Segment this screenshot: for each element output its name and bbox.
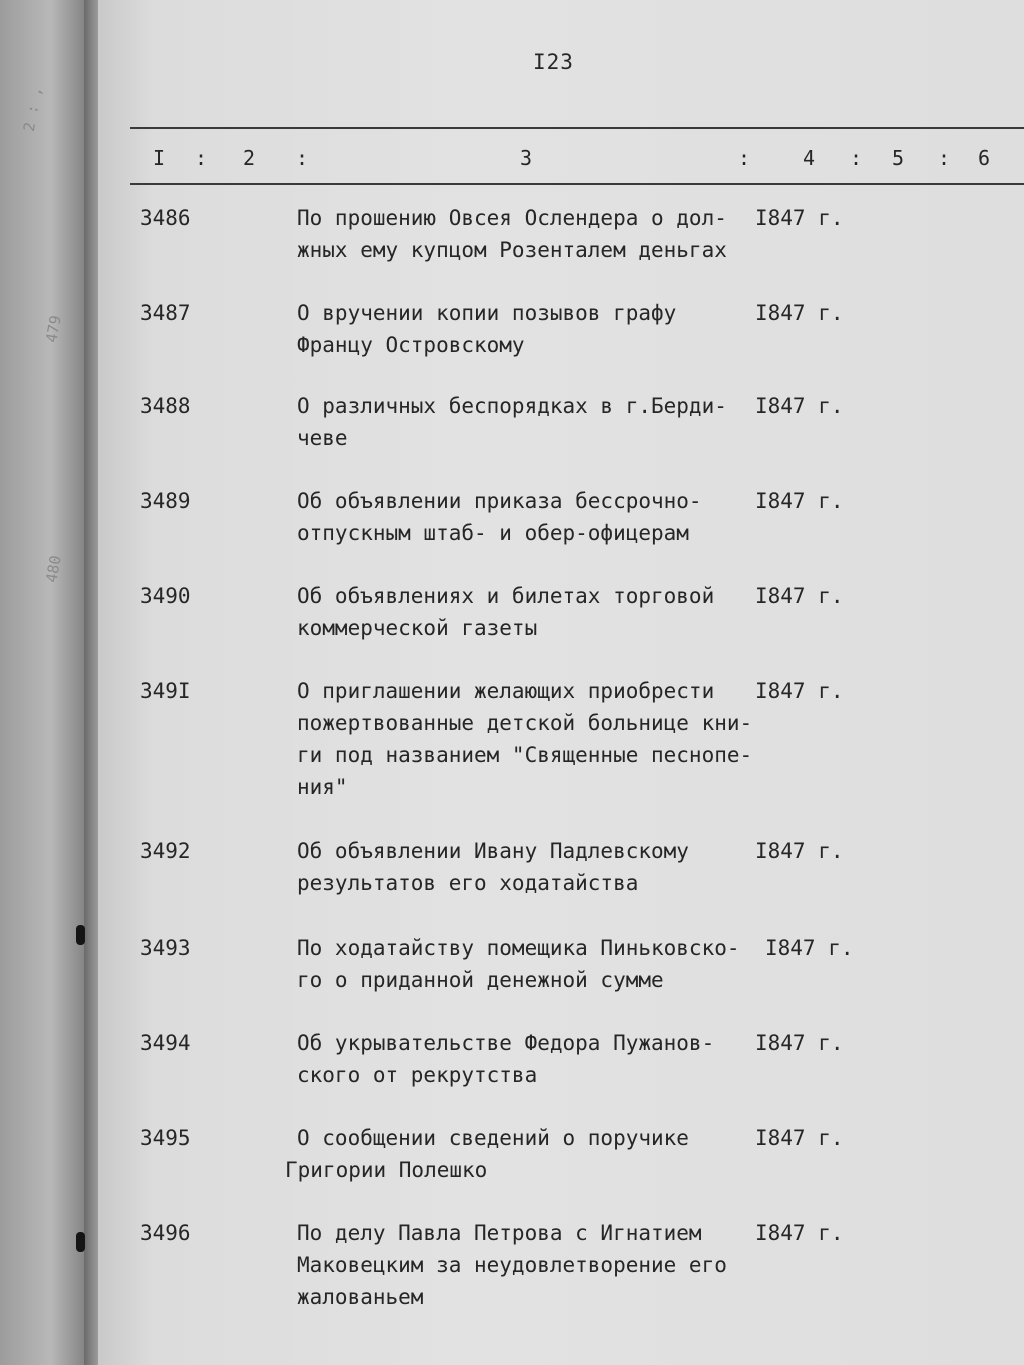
entry-number: 3489 [140, 489, 191, 513]
description-line: По делу Павла Петрова с Игнатием [297, 1221, 702, 1245]
header-rule-top [130, 127, 1024, 129]
entry-description [297, 485, 767, 549]
description-line: Об объявлениях и билетах торговой [297, 584, 715, 608]
description-line: жных ему купцом Розенталем деньгах [297, 238, 727, 262]
description-line: Об укрывательстве Федора Пужанов- [297, 1031, 715, 1055]
entry-year: I847 г. [755, 1031, 844, 1055]
description-line: Маковецким за неудовлетворение его [297, 1253, 727, 1277]
description-line: О вручении копии позывов графу [297, 301, 677, 325]
description-line: О сообщении сведений о поручике [297, 1126, 689, 1150]
entry-year: I847 г. [755, 1221, 844, 1245]
description-line: Францу Островскому [297, 333, 525, 357]
entry-year: I847 г. [755, 679, 844, 703]
description-line: Об объявлении Ивану Падлевскому [297, 839, 689, 863]
entry-number: 349I [140, 679, 191, 703]
col5-header: 5 [892, 146, 905, 170]
description-line: коммерческой газеты [297, 616, 538, 640]
bleed-mark: 2 : , [19, 85, 46, 133]
entry-year: I847 г. [755, 584, 844, 608]
column-separator: : [195, 146, 208, 170]
col1-header: I [153, 146, 166, 170]
entry-description [297, 835, 767, 899]
column-separator: : [738, 146, 751, 170]
description-line: результатов его ходатайства [297, 871, 639, 895]
description-line: ского от рекрутства [297, 1063, 538, 1087]
binding-hole [76, 925, 85, 945]
bleed-mark: 479 [42, 314, 65, 344]
page-number: I23 [533, 50, 574, 74]
description-line: О приглашении желающих приобрести [297, 679, 715, 703]
entry-description [285, 1122, 755, 1186]
entry-description [297, 675, 767, 803]
description-line: О различных беспорядках в г.Берди- [297, 394, 727, 418]
entry-number: 3496 [140, 1221, 191, 1245]
description-line: ния" [297, 775, 348, 799]
entry-year: I847 г. [755, 394, 844, 418]
entry-description [297, 297, 767, 361]
entry-number: 3490 [140, 584, 191, 608]
description-line: чеве [297, 426, 348, 450]
entry-year: I847 г. [755, 839, 844, 863]
entry-year: I847 г. [755, 1126, 844, 1150]
column-separator: : [296, 146, 309, 170]
entry-number: 3488 [140, 394, 191, 418]
binding-hole [76, 1232, 85, 1252]
description-line: Об объявлении приказа бессрочно- [297, 489, 702, 513]
entry-number: 3494 [140, 1031, 191, 1055]
header-rule-bottom [130, 183, 1024, 185]
description-line: ги под названием "Священные песнопе- [297, 743, 753, 767]
col2-header: 2 [243, 146, 256, 170]
description-line: По прошению Овсея Ослендера о дол- [297, 206, 727, 230]
entry-description [297, 390, 767, 454]
col3-header: 3 [520, 146, 533, 170]
left-page-edge [0, 0, 92, 1365]
description-line: жалованьем [297, 1285, 424, 1309]
description-line: пожертвованные детской больнице кни- [297, 711, 753, 735]
entry-description [297, 580, 767, 644]
entry-year: I847 г. [755, 301, 844, 325]
description-line: По ходатайству помещика Пиньковско- [297, 936, 740, 960]
bleed-mark: 480 [42, 554, 65, 584]
entry-description [297, 932, 767, 996]
entry-number: 3493 [140, 936, 191, 960]
description-line: Григории Полешко [285, 1158, 488, 1182]
entry-number: 3495 [140, 1126, 191, 1150]
description-line: го о приданной денежной сумме [297, 968, 664, 992]
entry-year: I847 г. [755, 489, 844, 513]
description-line: отпускным штаб- и обер-офицерам [297, 521, 689, 545]
col4-header: 4 [803, 146, 816, 170]
entry-number: 3492 [140, 839, 191, 863]
column-separator: : [938, 146, 951, 170]
entry-year: I847 г. [765, 936, 854, 960]
entry-year: I847 г. [755, 206, 844, 230]
entry-number: 3487 [140, 301, 191, 325]
column-separator: : [850, 146, 863, 170]
entry-description [297, 1217, 767, 1313]
entry-description [297, 202, 767, 266]
col6-header: 6 [978, 146, 991, 170]
entry-description [297, 1027, 767, 1091]
entry-number: 3486 [140, 206, 191, 230]
